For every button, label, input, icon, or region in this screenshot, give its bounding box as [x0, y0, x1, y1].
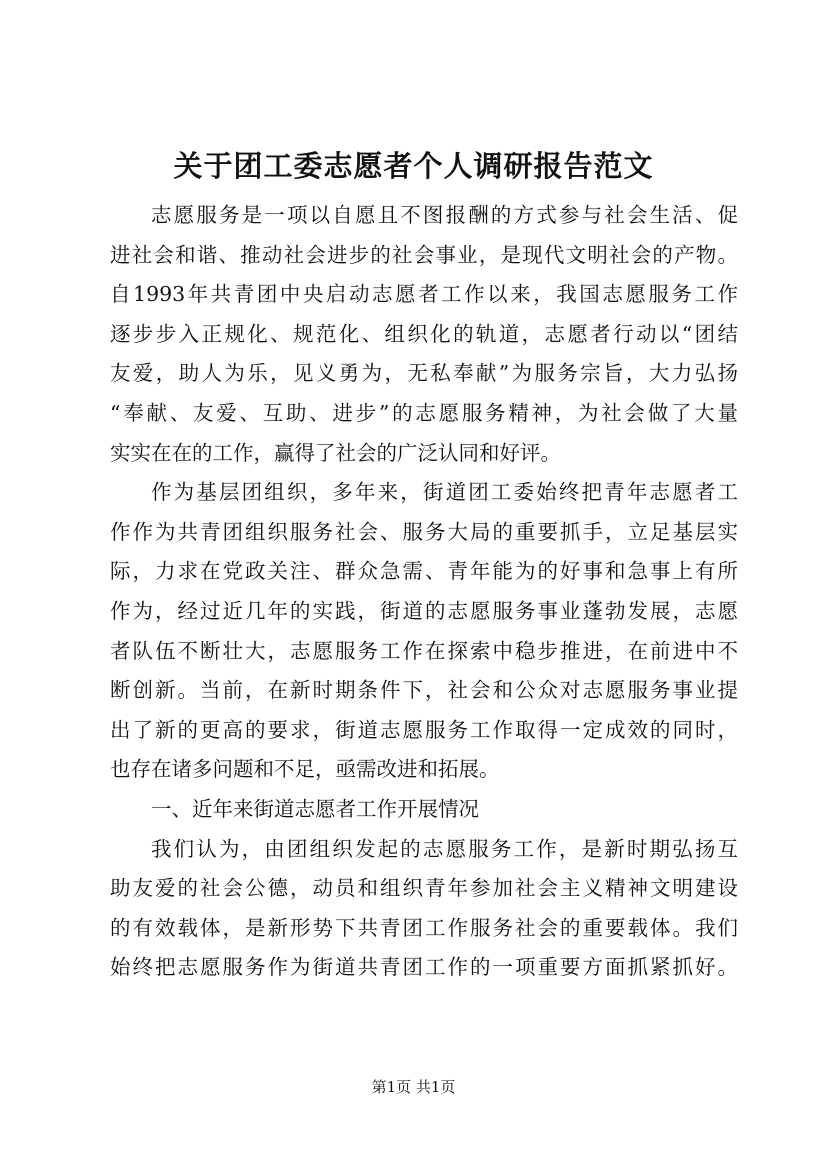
text-line: 逐步步入正规化、规范化、组织化的轨道，志愿者行动以“团结 — [110, 321, 738, 346]
text-line: 作作为共青团组织服务社会、服务大局的重要抓手，立足基层实 — [110, 519, 738, 544]
text-line: 一、近年来街道志愿者工作开展情况 — [151, 796, 479, 821]
text-line: 的有效载体，是新形势下共青团工作服务社会的重要载体。我们 — [110, 915, 738, 940]
page-footer: 第1页 共1页 — [371, 1078, 456, 1096]
text-line: 进社会和谐、推动社会进步的社会事业，是现代文明社会的产物。 — [110, 242, 738, 267]
text-line: 助友爱的社会公德，动员和组织青年参加社会主义精神文明建设 — [110, 876, 738, 901]
text-line: 志愿服务是一项以自愿且不图报酬的方式参与社会生活、促 — [151, 203, 738, 227]
text-line: 始终把志愿服务作为街道共青团工作的一项重要方面抓紧抓好。 — [110, 955, 738, 980]
text-line: “奉献、友爱、互助、进步”的志愿服务精神，为社会做了大量 — [110, 400, 738, 425]
text-line: 作为，经过近几年的实践，街道的志愿服务事业蓬勃发展，志愿 — [110, 598, 738, 623]
text-line: 自1993年共青团中央启动志愿者工作以来，我国志愿服务工作 — [110, 282, 738, 307]
text-line: 友爱，助人为乐，见义勇为，无私奉献”为服务宗旨，大力弘扬 — [110, 361, 738, 386]
text-line: 际，力求在党政关注、群众急需、青年能为的好事和急事上有所 — [110, 559, 738, 584]
text-line: 者队伍不断壮大，志愿服务工作在探索中稳步推进，在前进中不 — [110, 638, 738, 663]
text-line: 实实在在的工作，赢得了社会的广泛认同和好评。 — [110, 440, 561, 465]
document-title: 关于团工委志愿者个人调研报告范文 — [173, 149, 654, 183]
text-line: 出了新的更高的要求，街道志愿服务工作取得一定成效的同时， — [110, 717, 738, 742]
text-line: 断创新。当前，在新时期条件下，社会和公众对志愿服务事业提 — [110, 678, 738, 703]
text-line: 也存在诸多问题和不足，亟需改进和拓展。 — [110, 757, 500, 782]
text-line: 作为基层团组织，多年来，街道团工委始终把青年志愿者工 — [151, 480, 738, 505]
text-line: 我们认为，由团组织发起的志愿服务工作，是新时期弘扬互 — [151, 836, 738, 861]
document-body — [110, 196, 738, 988]
